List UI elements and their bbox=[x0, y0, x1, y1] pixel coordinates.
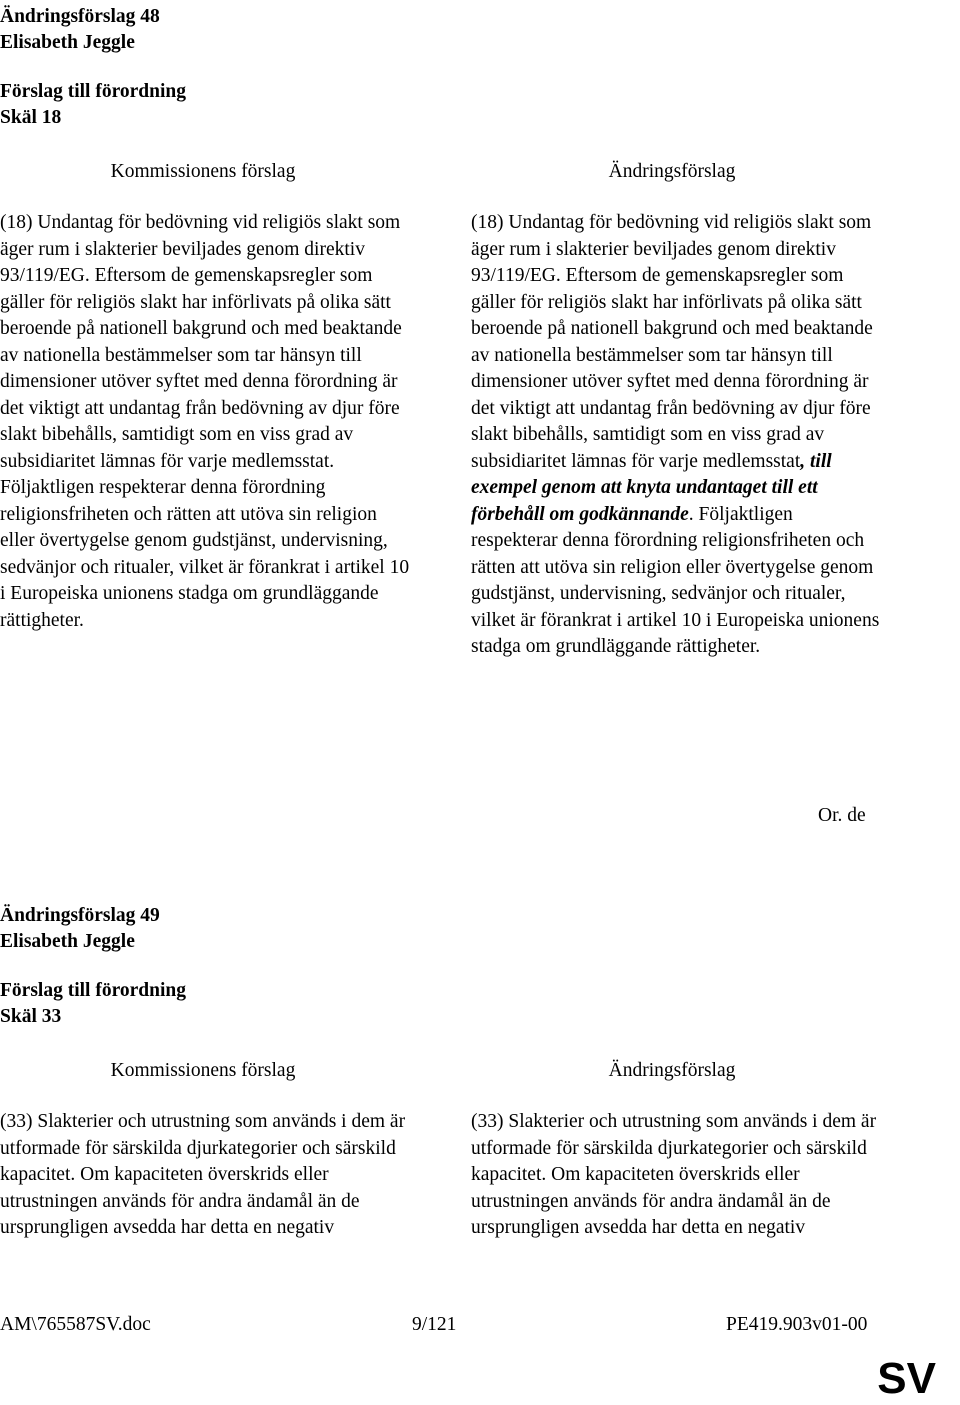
amendment-49-author: Elisabeth Jeggle bbox=[0, 931, 135, 952]
commission-proposal-heading: Kommissionens förslag bbox=[110, 1060, 296, 1081]
amendment-text-inserted: , till exempel genom att knyta undantaget till ett förbehåll om godkännande bbox=[471, 450, 832, 525]
amendment-text-unchanged: (18) Undantag för bedövning vid religiös slakt som äger rum i slakterier beviljades genom direktiv 93/119/EG. Eftersom de gemenskapsregler som gäller för religiös slakt har införlivats på olika sätt beroende på nationell bakgrund och med beaktande av nationella bestämmelser som tar hänsyn till dimensioner utöver syftet med denna förordning är det viktigt att undantag från bedövning av djur före slakt bibehålls, samtidigt som en viss grad av subsidiaritet lämnas för varje medlemsstat bbox=[471, 212, 873, 472]
footer-page-number: 9/121 bbox=[412, 1314, 457, 1335]
original-language: Or. de bbox=[818, 805, 866, 826]
amendment-49-title: Ändringsförslag 49 bbox=[0, 905, 160, 926]
commission-paragraph: (18) Undantag för bedövning vid religiös slakt som äger rum i slakterier beviljades genom direktiv 93/119/EG. Eftersom de gemenskapsregler som gäller för religiös slakt har införlivats på olika sätt beroende på nationell bakgrund och med beaktande av nationella bestämmelser som tar hänsyn till dimensioner utöver syftet med denna förordning är det viktigt att undantag från bedövning av djur före slakt bibehålls, samtidigt som en viss grad av subsidiaritet lämnas för varje medlemsstat. Följaktligen respekterar denna förordning religionsfriheten och rätten att utöva sin religion eller övertygelse genom gudstjänst, undervisning, sedvänjor och ritualer, vilket är förankrat i artikel 10 i Europeiska unionens stadga om grundläggande rättigheter. bbox=[0, 212, 410, 631]
footer-doc-ref: AM\765587SV.doc bbox=[0, 1314, 151, 1335]
amendment-48-author: Elisabeth Jeggle bbox=[0, 32, 135, 53]
amendment-heading: Ändringsförslag bbox=[608, 1060, 736, 1081]
amendment-text-48 bbox=[471, 210, 881, 661]
commission-text-48 bbox=[0, 210, 410, 634]
amendment-paragraph bbox=[471, 210, 881, 661]
amendment-text-49 bbox=[471, 1109, 881, 1242]
amendment-paragraph: (33) Slakterier och utrustning som används i dem är utformade för särskilda djurkategorier och särskild kapacitet. Om kapaciteten överskrids eller utrustningen används för andra ändamål än de ursprungligen avsedda har detta en negativ bbox=[471, 1111, 877, 1238]
amendment-48-recital: Skäl 18 bbox=[0, 107, 62, 128]
commission-proposal-heading: Kommissionens förslag bbox=[110, 161, 296, 182]
amendment-49-proposal: Förslag till förordning bbox=[0, 980, 186, 1001]
commission-paragraph: (33) Slakterier och utrustning som används i dem är utformade för särskilda djurkategorier och särskild kapacitet. Om kapaciteten överskrids eller utrustningen används för andra ändamål än de ursprungligen avsedda har detta en negativ bbox=[0, 1111, 406, 1238]
amendment-text-unchanged-end: . Följaktligen respekterar denna förordning religionsfriheten och rätten att utöva sin religion eller övertygelse genom gudstjänst, undervisning, sedvänjor och ritualer, vilket är förankrat i artikel 10 i Europeiska unionens stadga om grundläggande rättigheter. bbox=[471, 503, 880, 657]
footer-pe-ref: PE419.903v01-00 bbox=[726, 1314, 868, 1335]
amendment-heading: Ändringsförslag bbox=[608, 161, 736, 182]
language-code: SV bbox=[877, 1354, 936, 1403]
commission-text-49 bbox=[0, 1109, 410, 1242]
amendment-48-proposal: Förslag till förordning bbox=[0, 81, 186, 102]
amendment-48-title: Ändringsförslag 48 bbox=[0, 6, 160, 27]
amendment-49-recital: Skäl 33 bbox=[0, 1006, 62, 1027]
